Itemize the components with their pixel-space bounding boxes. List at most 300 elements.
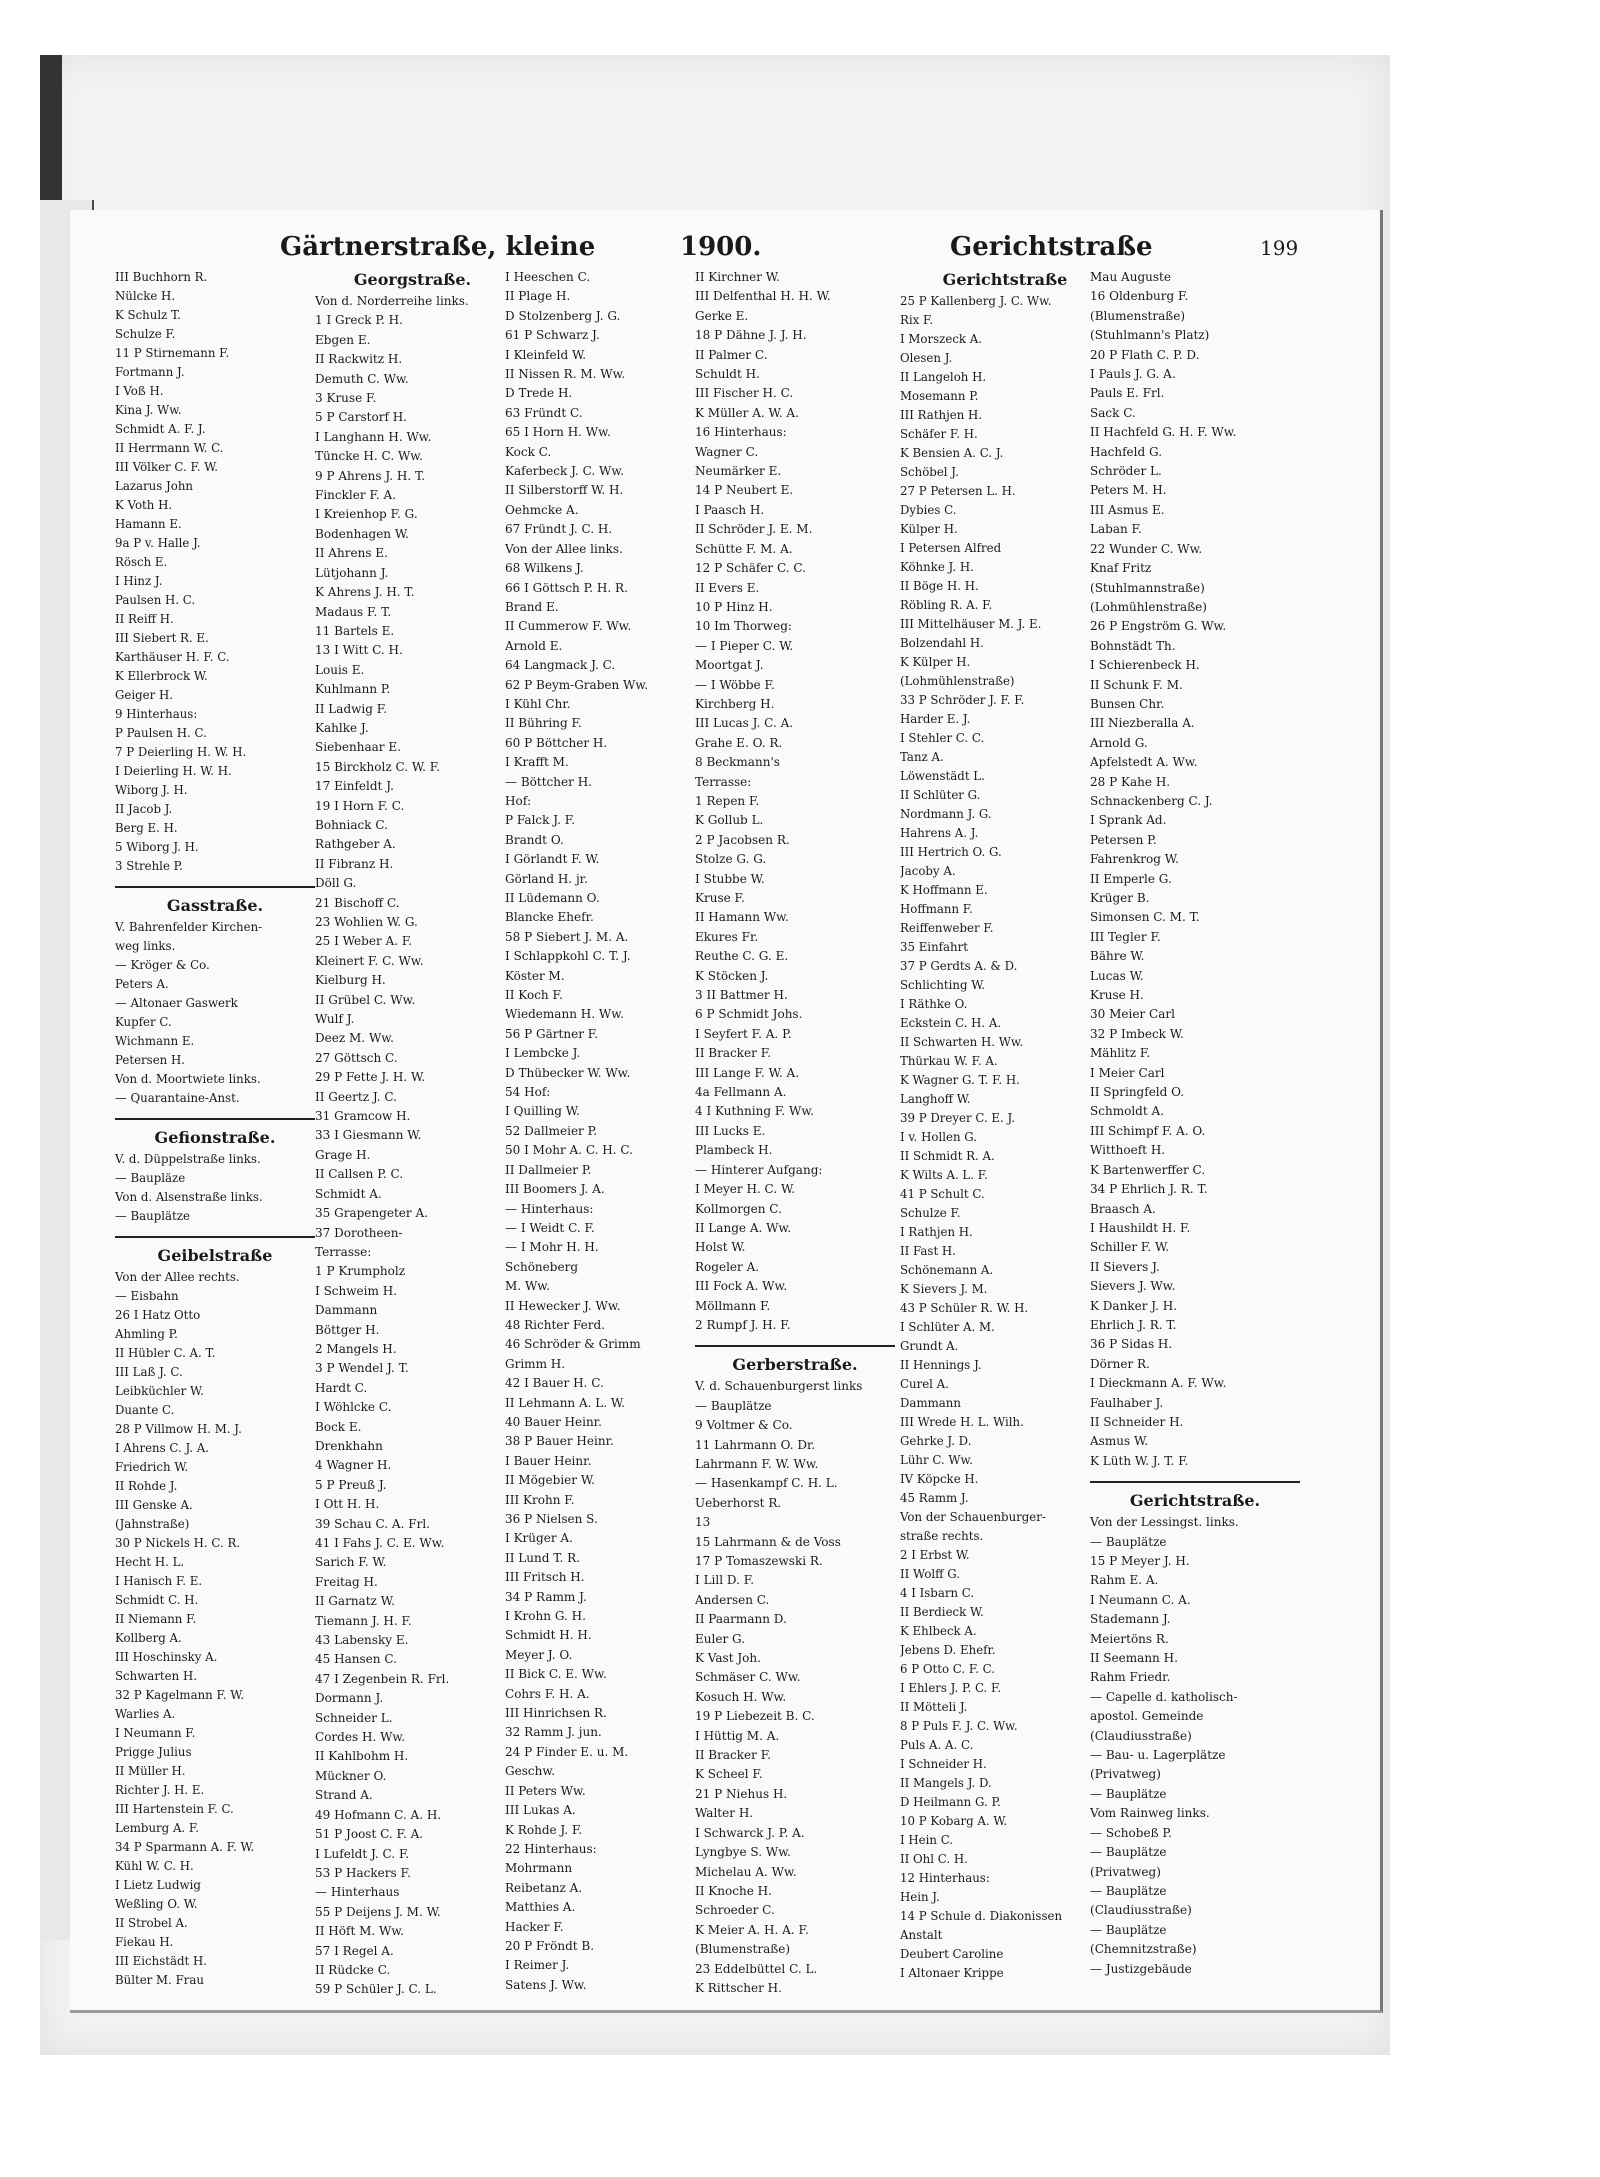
directory-entry: 37 Dorotheen- (315, 1225, 403, 1240)
directory-entry: K Wagner G. T. F. H. (900, 1073, 1020, 1087)
directory-entry: Dammann (900, 1396, 961, 1410)
directory-entry: Berg E. H. (115, 821, 178, 835)
directory-entry: (Privatweg) (1090, 1767, 1161, 1782)
header-right-title: Gerichtstraße (950, 232, 1153, 262)
directory-entry: Warlies A. (115, 1707, 176, 1721)
directory-entry: II Peters Ww. (505, 1783, 586, 1798)
directory-entry: Hamann E. (115, 517, 182, 531)
directory-entry: 49 Hofmann C. A. H. (315, 1807, 442, 1822)
directory-entry: 1 Repen F. (695, 793, 760, 808)
directory-entry: 1 P Krumpholz (315, 1264, 406, 1279)
directory-entry: 1 I Greck P. H. (315, 313, 403, 328)
directory-entry: — Quarantaine-Anst. (115, 1091, 240, 1105)
directory-entry: Schulze F. (115, 327, 176, 341)
directory-entry: III Fock A. Ww. (695, 1279, 788, 1294)
directory-entry: 5 P Preuß J. (315, 1477, 387, 1492)
directory-entry: II Hübler C. A. T. (115, 1346, 216, 1360)
directory-entry: 27 P Petersen L. H. (900, 484, 1016, 498)
directory-entry: Thürkau W. F. A. (900, 1054, 998, 1068)
directory-entry: 47 I Zegenbein R. Frl. (315, 1671, 450, 1686)
binding-edge (40, 55, 62, 205)
directory-entry: Kielburg H. (315, 973, 386, 988)
directory-entry: 25 I Weber A. F. (315, 934, 413, 949)
directory-entry: II Mangels J. D. (900, 1776, 992, 1790)
directory-entry: II Emperle G. (1090, 871, 1172, 886)
directory-entry: I Pauls J. G. A. (1090, 367, 1176, 382)
directory-entry: (Stuhlmannstraße) (1090, 580, 1205, 595)
directory-entry: Dybies C. (900, 503, 957, 517)
directory-entry: Fiekau H. (115, 1935, 174, 1949)
directory-entry: 9a P v. Halle J. (115, 536, 201, 550)
directory-entry: Von der Allee rechts. (115, 1270, 240, 1284)
street-heading: Gasstraße. (115, 886, 315, 918)
directory-entry: II Sievers J. (1090, 1259, 1160, 1274)
directory-entry: I v. Hollen G. (900, 1130, 977, 1144)
directory-entry: 59 P Schüler J. C. L. (315, 1982, 437, 1997)
directory-entry: 33 I Giesmann W. (315, 1128, 422, 1143)
directory-entry: 3 Kruse F. (315, 391, 377, 406)
directory-entry: 35 Grapengeter A. (315, 1206, 428, 1221)
directory-entry: 21 Bischoff C. (315, 895, 400, 910)
directory-entry: II Evers E. (695, 580, 760, 595)
directory-entry: I Reimer J. (505, 1958, 570, 1973)
directory-entry: Arnold G. (1090, 735, 1148, 750)
directory-entry: — Kröger & Co. (115, 958, 210, 972)
directory-entry: 17 P Tomaszewski R. (695, 1554, 823, 1568)
directory-entry: 54 Hof: (505, 1085, 551, 1100)
directory-entry: Finckler F. A. (315, 488, 397, 503)
directory-entry: Sarich F. W. (315, 1555, 387, 1570)
directory-entry: Schöbel J. (900, 465, 959, 479)
directory-entry: Sievers J. Ww. (1090, 1279, 1176, 1294)
directory-entry: II Ohl C. H. (900, 1852, 968, 1866)
directory-entry: Lemburg A. F. (115, 1821, 199, 1835)
directory-entry: I Hein C. (900, 1833, 954, 1847)
directory-entry: Prigge Julius (115, 1745, 192, 1759)
directory-entry: I Meier Carl (1090, 1065, 1165, 1080)
directory-entry: Schönemann A. (900, 1263, 994, 1277)
directory-entry: Satens J. Ww. (505, 1977, 587, 1992)
directory-entry: III Niezberalla A. (1090, 716, 1195, 731)
directory-entry: I Quilling W. (505, 1104, 580, 1119)
directory-entry: III Rathjen H. (900, 408, 983, 422)
directory-entry: Bohnstädt Th. (1090, 638, 1176, 653)
directory-entry: K Ahrens J. H. T. (315, 585, 415, 600)
directory-entry: K Lüth W. J. T. F. (1090, 1453, 1189, 1468)
directory-entry: I Hinz J. (115, 574, 163, 588)
directory-entry: 5 Wiborg J. H. (115, 840, 199, 854)
directory-entry: II Plage H. (505, 289, 571, 304)
directory-entry: Matthies A. (505, 1900, 576, 1915)
directory-entry: I Krüger A. (505, 1531, 573, 1546)
directory-entry: III Fischer H. C. (695, 386, 794, 401)
directory-entry: Anstalt (900, 1928, 943, 1942)
street-heading: Georgstraße. (353, 270, 472, 289)
directory-entry: 22 Hinterhaus: (505, 1841, 597, 1856)
directory-entry: (Blumenstraße) (695, 1942, 791, 1957)
directory-entry: Schmidt H. H. (505, 1628, 592, 1643)
directory-entry: 14 P Neubert E. (695, 483, 794, 498)
directory-entry: II Hachfeld G. H. F. Ww. (1090, 425, 1237, 440)
column-4 (695, 268, 895, 1998)
directory-entry: I Hanisch F. E. (115, 1574, 203, 1588)
directory-entry: Richter J. H. E. (115, 1783, 205, 1797)
directory-entry: Hacker F. (505, 1919, 564, 1934)
directory-entry: Neumärker E. (695, 464, 782, 479)
directory-entry: 20 P Fröndt B. (505, 1938, 595, 1953)
directory-entry: II Schneider H. (1090, 1414, 1184, 1429)
directory-entry: Fortmann J. (115, 365, 185, 379)
directory-entry: — Hinterer Aufgang: (695, 1162, 823, 1177)
directory-entry: Kirchberg H. (695, 696, 775, 711)
directory-entry: K Gollub L. (695, 813, 764, 828)
directory-entry: Meiertöns R. (1090, 1631, 1169, 1646)
directory-entry: Ahmling P. (115, 1327, 178, 1341)
directory-entry: I Stehler C. C. (900, 731, 985, 745)
directory-entry: Stademann J. (1090, 1612, 1171, 1627)
directory-entry: Schütte F. M. A. (695, 541, 793, 556)
directory-entry: Schwarten H. (115, 1669, 197, 1683)
directory-entry: 14 P Schule d. Diakonissen (900, 1909, 1063, 1923)
directory-entry: 40 Bauer Heinr. (505, 1414, 602, 1429)
directory-entry: Weßling O. W. (115, 1897, 198, 1911)
directory-entry: 18 P Dähne J. J. H. (695, 328, 807, 343)
directory-entry: Lütjohann J. (315, 565, 389, 580)
directory-entry: Hof: (505, 793, 532, 808)
directory-entry: Tüncke H. C. Ww. (315, 449, 423, 464)
directory-entry: I Schlappkohl C. T. J. (505, 949, 631, 964)
directory-entry: III Lange F. W. A. (695, 1065, 800, 1080)
directory-entry: — Bauplätze (1090, 1534, 1167, 1549)
directory-entry: Braasch A. (1090, 1201, 1156, 1216)
directory-entry: Tanz A. (900, 750, 944, 764)
directory-entry: Bodenhagen W. (315, 526, 409, 541)
header-year: 1900. (680, 232, 762, 262)
directory-entry: K Bensien A. C. J. (900, 446, 1004, 460)
directory-entry: 36 P Nielsen S. (505, 1512, 598, 1526)
directory-entry: Apfelstedt A. Ww. (1090, 755, 1198, 770)
directory-entry: II Fast H. (900, 1244, 956, 1258)
directory-entry: (Claudiusstraße) (1090, 1903, 1192, 1918)
directory-entry: II Kirchner W. (695, 270, 780, 284)
directory-entry: — Eisbahn (115, 1289, 179, 1303)
directory-entry: Schröder L. (1090, 464, 1162, 479)
directory-entry: 34 P Ehrlich J. R. T. (1090, 1182, 1208, 1197)
directory-entry: Köster M. (505, 968, 565, 983)
directory-entry: II Höft M. Ww. (315, 1924, 405, 1939)
directory-entry: 30 P Nickels H. C. R. (115, 1536, 241, 1550)
directory-entry: Faulhaber J. (1090, 1395, 1164, 1410)
directory-entry: — Bauplätze (115, 1209, 190, 1223)
directory-entry: I Neumann C. A. (1090, 1592, 1191, 1607)
directory-entry: P Paulsen H. C. (115, 726, 207, 740)
directory-entry: 6 P Schmidt Johs. (695, 1007, 803, 1022)
directory-entry: Nordmann J. G. (900, 807, 992, 821)
directory-entry: K Stöcken J. (695, 968, 769, 983)
directory-entry: Rix F. (900, 313, 934, 327)
directory-entry: — Hinterhaus (315, 1885, 400, 1900)
directory-entry: II Garnatz W. (315, 1594, 395, 1609)
directory-entry: Grage H. (315, 1147, 371, 1162)
directory-entry: Hein J. (900, 1890, 940, 1904)
directory-entry: — Bau- u. Lagerplätze (1090, 1748, 1226, 1763)
directory-entry: I Görlandt F. W. (505, 852, 600, 867)
directory-entry: 34 P Sparmann A. F. W. (115, 1840, 255, 1854)
directory-entry: (Privatweg) (1090, 1864, 1161, 1879)
directory-entry: III Schimpf F. A. O. (1090, 1123, 1206, 1138)
directory-entry: I Krafft M. (505, 755, 569, 770)
directory-entry: K Rohde J. F. (505, 1822, 583, 1837)
directory-entry: II Müller H. (115, 1764, 186, 1778)
directory-entry: Lühr C. Ww. (900, 1453, 973, 1467)
directory-entry: II Reiff H. (115, 612, 174, 626)
directory-entry: Laban F. (1090, 522, 1142, 537)
directory-entry: Döll G. (315, 876, 357, 891)
directory-entry: Mückner O. (315, 1768, 387, 1783)
directory-entry: Von der Lessingst. links. (1090, 1515, 1239, 1530)
directory-entry: D Stolzenberg J. G. (505, 308, 621, 323)
directory-entry: Deubert Caroline (900, 1947, 1004, 1961)
directory-entry: III Tegler F. (1090, 929, 1161, 944)
directory-entry: III Hartenstein F. C. (115, 1802, 234, 1816)
directory-entry: Lucas W. (1090, 968, 1144, 983)
directory-entry: Bolzendahl H. (900, 636, 984, 650)
directory-entry: 15 P Meyer J. H. (1090, 1554, 1190, 1568)
directory-entry: — Capelle d. katholisch- (1090, 1689, 1238, 1704)
directory-entry: 41 I Fahs J. C. E. Ww. (315, 1536, 445, 1550)
directory-entry: Rösch E. (115, 555, 168, 569)
directory-entry: Deez M. Ww. (315, 1031, 394, 1046)
directory-entry: III Wrede H. L. Wilh. (900, 1415, 1024, 1429)
directory-entry: Görland H. jr. (505, 871, 588, 886)
directory-entry: (Chemnitzstraße) (1090, 1942, 1197, 1957)
directory-entry: Stolze G. G. (695, 852, 767, 867)
directory-entry: III Delfenthal H. H. W. (695, 289, 831, 304)
directory-entry: V. d. Düppelstraße links. (115, 1152, 261, 1166)
directory-entry: — Hasenkampf C. H. L. (695, 1476, 838, 1491)
directory-entry: II Schwarten H. Ww. (900, 1035, 1024, 1049)
directory-entry: Wulf J. (315, 1012, 355, 1027)
directory-entry: Kruse H. (1090, 988, 1144, 1003)
directory-entry: D Thübecker W. Ww. (505, 1065, 631, 1080)
directory-entry: I Räthke O. (900, 997, 968, 1011)
directory-entry: Dörner R. (1090, 1356, 1150, 1371)
directory-entry: 17 Einfeldt J. (315, 779, 394, 794)
directory-entry: Louis E. (315, 662, 365, 677)
directory-entry: Sack C. (1090, 405, 1136, 420)
directory-entry: Schuldt H. (695, 367, 760, 382)
directory-entry: Holst W. (695, 1240, 746, 1255)
directory-entry: Möllmann F. (695, 1298, 771, 1313)
directory-entry: Von d. Moortwiete links. (115, 1072, 261, 1086)
directory-entry: Leibküchler W. (115, 1384, 204, 1398)
directory-entry: Grimm H. (505, 1356, 566, 1371)
directory-entry: I Lill D. F. (695, 1573, 755, 1588)
directory-entry: Brand E. (505, 599, 559, 614)
directory-entry: II Jacob J. (115, 802, 173, 816)
directory-entry: 15 Lahrmann & de Voss (695, 1534, 841, 1549)
directory-entry: I Voß H. (115, 384, 164, 398)
directory-entry: Reuthe C. G. E. (695, 949, 789, 964)
directory-entry: K Danker J. H. (1090, 1298, 1178, 1313)
directory-entry: Curel A. (900, 1377, 949, 1391)
directory-entry: K Ellerbrock W. (115, 669, 208, 683)
directory-entry: (Lohmühlenstraße) (900, 674, 1015, 688)
directory-entry: K Scheel F. (695, 1767, 763, 1782)
directory-entry: 50 I Mohr A. C. H. C. (505, 1143, 633, 1158)
directory-entry: II Silberstorff W. H. (505, 483, 624, 498)
directory-entry: 2 I Erbst W. (900, 1548, 970, 1562)
directory-entry: 26 P Engström G. Ww. (1090, 619, 1227, 634)
directory-entry: K Voth H. (115, 498, 173, 512)
directory-entry: III Lukas A. (505, 1803, 576, 1818)
directory-entry: Bähre W. (1090, 949, 1145, 964)
directory-entry: Löwenstädt L. (900, 769, 985, 783)
directory-entry: K Meier A. H. A. F. (695, 1922, 809, 1937)
directory-entry: Hecht H. L. (115, 1555, 185, 1569)
directory-entry: 16 Oldenburg F. (1090, 289, 1189, 304)
directory-entry: Köhnke J. H. (900, 560, 974, 574)
directory-entry: I Krohn G. H. (505, 1609, 586, 1624)
directory-entry: — Justizgebäude (1090, 1961, 1192, 1976)
directory-entry: 43 Labensky E. (315, 1633, 409, 1648)
directory-entry: II Schröder J. E. M. (695, 522, 813, 537)
directory-entry: III Krohn F. (505, 1492, 575, 1507)
directory-entry: III Fritsch H. (505, 1570, 585, 1585)
directory-entry: 39 P Dreyer C. E. J. (900, 1111, 1016, 1125)
directory-entry: Walter H. (695, 1806, 754, 1821)
directory-entry: 30 Meier Carl (1090, 1007, 1175, 1022)
column-1 (115, 268, 315, 1990)
directory-entry: 19 P Liebezeit B. C. (695, 1709, 815, 1724)
directory-entry: III Lucas J. C. A. (695, 716, 794, 731)
directory-entry: I Kleinfeld W. (505, 347, 587, 362)
directory-entry: I Haushildt H. F. (1090, 1220, 1191, 1235)
directory-entry: K Wilts A. L. F. (900, 1168, 988, 1182)
directory-entry: 24 P Finder E. u. M. (505, 1744, 629, 1759)
directory-entry: I Kreienhop F. G. (315, 507, 418, 522)
directory-entry: II Bracker F. (695, 1748, 772, 1763)
directory-entry: III Völker C. F. W. (115, 460, 219, 474)
directory-entry: II Böge H. H. (900, 579, 979, 593)
directory-entry: 57 I Regel A. (315, 1943, 394, 1958)
directory-entry: I Meyer H. C. W. (695, 1182, 796, 1197)
page-header (210, 232, 1390, 272)
directory-entry: Schulze F. (900, 1206, 961, 1220)
directory-entry: 48 Richter Ferd. (505, 1317, 606, 1332)
directory-entry: 64 Langmack J. C. (505, 658, 616, 673)
directory-entry: Kahlke J. (315, 720, 369, 735)
directory-entry: K Külper H. (900, 655, 971, 669)
directory-entry: III Mittelhäuser M. J. E. (900, 617, 1042, 631)
directory-entry: Duante C. (115, 1403, 175, 1417)
directory-entry: Witthoeft H. (1090, 1143, 1166, 1158)
directory-entry: IV Köpcke H. (900, 1472, 979, 1486)
directory-entry: Reibetanz A. (505, 1880, 583, 1895)
directory-entry: K Bartenwerffer C. (1090, 1162, 1206, 1177)
directory-entry: Peters M. H. (1090, 483, 1167, 498)
directory-entry: 65 I Horn H. Ww. (505, 425, 611, 440)
street-heading: Gerberstraße. (695, 1345, 895, 1377)
directory-entry: 2 Rumpf J. H. F. (695, 1317, 791, 1332)
directory-entry: II Hennings J. (900, 1358, 982, 1372)
directory-entry: II Berdieck W. (900, 1605, 984, 1619)
directory-entry: II Herrmann W. C. (115, 441, 224, 455)
directory-entry: 10 Im Thorweg: (695, 619, 792, 634)
directory-entry: K Vast Joh. (695, 1651, 761, 1666)
directory-entry: I Bauer Heinr. (505, 1453, 592, 1468)
directory-entry: Paulsen H. C. (115, 593, 196, 607)
street-heading: Gerichtstraße (942, 270, 1068, 289)
directory-entry: 32 P Imbeck W. (1090, 1026, 1184, 1041)
directory-entry: 10 P Kobarg A. W. (900, 1814, 1008, 1828)
directory-entry: I Langhann H. Ww. (315, 429, 432, 444)
directory-entry: Kina J. Ww. (115, 403, 182, 417)
directory-entry: Petersen P. (1090, 832, 1157, 847)
directory-entry: Mählitz F. (1090, 1046, 1151, 1061)
directory-entry: Grundt A. (900, 1339, 959, 1353)
directory-entry: II Mötteli J. (900, 1700, 968, 1714)
directory-entry: Petersen H. (115, 1053, 185, 1067)
directory-entry: II Dallmeier P. (505, 1162, 592, 1177)
directory-entry: 4a Fellmann A. (695, 1085, 787, 1100)
directory-entry: I Heeschen C. (505, 270, 591, 284)
directory-entry: Mau Auguste (1090, 270, 1171, 284)
directory-entry: II Rohde J. (115, 1479, 178, 1493)
directory-entry: Arnold E. (505, 638, 563, 653)
directory-entry: Von der Allee links. (505, 541, 623, 556)
directory-entry: II Schmidt R. A. (900, 1149, 995, 1163)
directory-entry: Cordes H. Ww. (315, 1730, 406, 1745)
directory-entry: Hachfeld G. (1090, 444, 1163, 459)
directory-entry: 66 I Göttsch P. H. R. (505, 580, 628, 595)
directory-entry: Kleinert F. C. Ww. (315, 953, 424, 968)
directory-entry: III Laß J. C. (115, 1365, 183, 1379)
directory-entry: II Lund T. R. (505, 1550, 581, 1565)
directory-entry: Grahe E. O. R. (695, 735, 783, 750)
directory-entry: II Strobel A. (115, 1916, 188, 1930)
directory-entry: Moortgat J. (695, 658, 764, 673)
directory-entry: Kuhlmann P. (315, 682, 391, 697)
directory-entry: Röbling R. A. F. (900, 598, 993, 612)
directory-entry: 3 P Wendel J. T. (315, 1361, 409, 1376)
directory-entry: K Müller A. W. A. (695, 405, 799, 420)
directory-entry: Kaferbeck J. C. Ww. (505, 464, 625, 479)
directory-entry: Mohrmann (505, 1861, 573, 1876)
directory-entry: Michelau A. Ww. (695, 1864, 797, 1879)
directory-entry: 9 P Ahrens J. H. T. (315, 468, 426, 483)
directory-entry: 67 Fründt J. C. H. (505, 522, 613, 537)
directory-entry: II Paarmann D. (695, 1612, 787, 1627)
directory-entry: 23 Eddelbüttel C. L. (695, 1961, 818, 1976)
directory-entry: Karthäuser H. F. C. (115, 650, 230, 664)
directory-entry: II Bick C. E. Ww. (505, 1667, 607, 1682)
directory-entry: Lazarus John (115, 479, 193, 493)
directory-entry: II Rüdcke C. (315, 1962, 391, 1977)
directory-entry: I Schierenbeck H. (1090, 658, 1200, 673)
directory-entry: 51 P Joost C. F. A. (315, 1827, 424, 1842)
directory-entry: II Ladwig F. (315, 701, 388, 716)
directory-entry: 8 P Puls F. J. C. Ww. (900, 1719, 1018, 1733)
directory-entry: Lahrmann F. W. Ww. (695, 1456, 819, 1471)
directory-entry: Euler G. (695, 1631, 746, 1646)
directory-entry: V. Bahrenfelder Kirchen- (115, 920, 263, 934)
directory-entry: Bunsen Chr. (1090, 696, 1165, 711)
directory-entry: Rathgeber A. (315, 837, 396, 852)
directory-entry: Tiemann J. H. F. (315, 1613, 412, 1628)
directory-entry: (Stuhlmann's Platz) (1090, 328, 1210, 343)
directory-entry: 19 I Horn F. C. (315, 798, 405, 813)
